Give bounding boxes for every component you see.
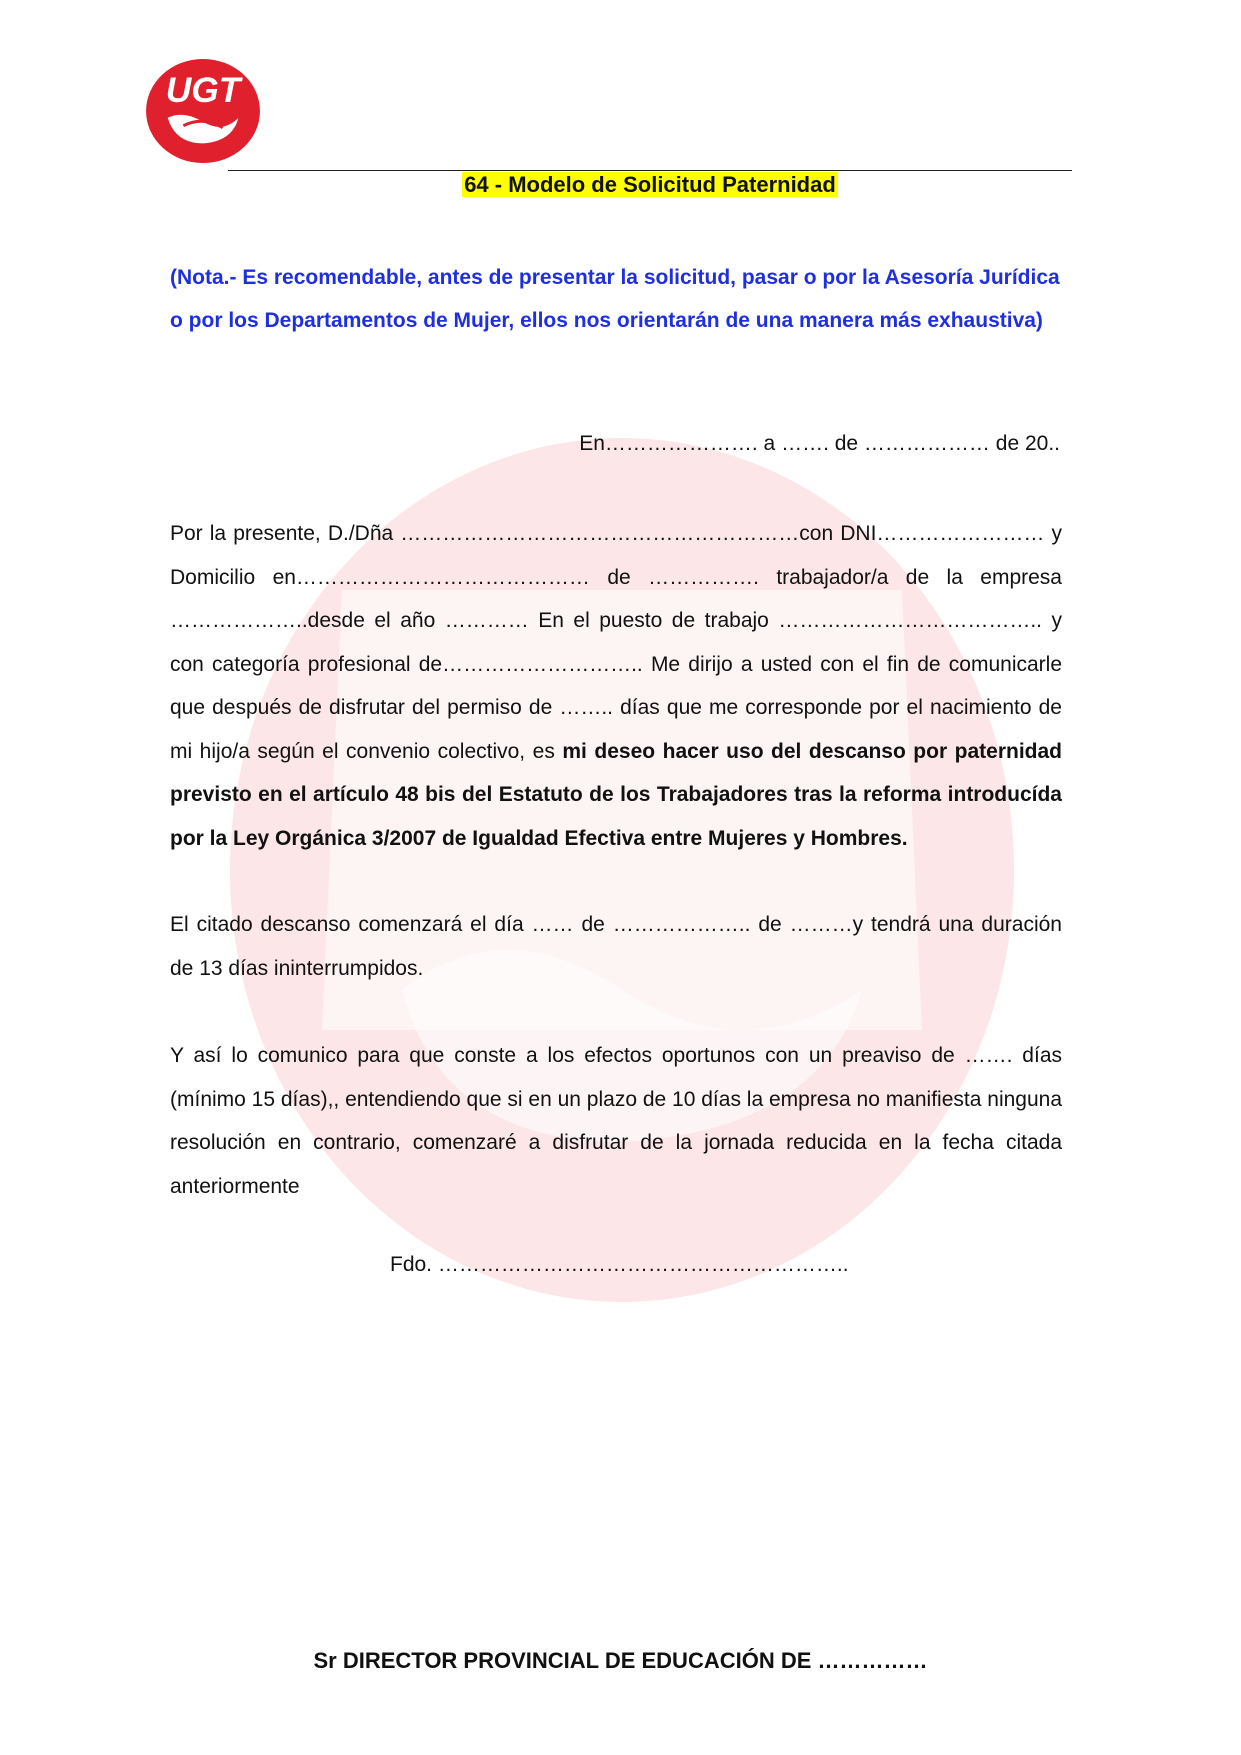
request-text: Por la presente, D./Dña …………………………………………………con DNI…………………… y Domicilio en…………………………………… de ……………. trabajador/a de la empresa ………………..desde el año ………… En el puesto de trabajo ……………………………….. y con categoría profesional de……………………….. Me dirijo a usted con el fin de comunicarle que después de disfrutar del permiso de …….. días que me corresponde por el nacimiento de mi hijo/a según el convenio colectivo, es	[170, 522, 1062, 763]
ugt-logo	[143, 57, 263, 165]
svg-text:UGT: UGT	[165, 71, 241, 111]
header-rule	[228, 170, 1072, 171]
note-line-1: (Nota.- Es recomendable, antes de presentar la solicitud, pasar o por la Asesoría Jurídica	[170, 266, 1060, 289]
document-title: 64 - Modelo de Solicitud Paternidad	[464, 172, 836, 197]
note-paragraph	[170, 256, 1062, 342]
place-date-line: En…………………. a ……. de ……………… de 20..	[579, 432, 1060, 455]
start-date-paragraph: El citado descanso comenzará el día …… de ……………….. de ………y tendrá una duración de 13 días ininterrumpidos.	[170, 913, 1062, 980]
note-line-2: o por los Departamentos de Mujer, ellos nos orientarán de una manera más exhaustiva)	[170, 309, 1043, 332]
signature-line: Fdo. …………………………………………………..	[390, 1253, 849, 1276]
request-paragraph	[170, 512, 1062, 860]
addressee-line: Sr DIRECTOR PROVINCIAL DE EDUCACIÓN DE ……………	[313, 1648, 928, 1673]
request-bold-text: mi deseo hacer uso del descanso por paternidad previsto en el artículo 48 bis del Estatuto de los Trabajadores tras la reforma introducída por la Ley Orgánica 3/2007 de Igualdad Efectiva entre Mujeres y Hombres.	[170, 739, 1063, 850]
notice-paragraph: Y así lo comunico para que conste a los efectos oportunos con un preaviso de ……. días (mínimo 15 días),, entendiendo que si en un plazo de 10 días la empresa no manifiesta ninguna resolución en contrario, comenzaré a disfrutar de la jornada reducida en la fecha citada anteriormente	[170, 1044, 1062, 1198]
